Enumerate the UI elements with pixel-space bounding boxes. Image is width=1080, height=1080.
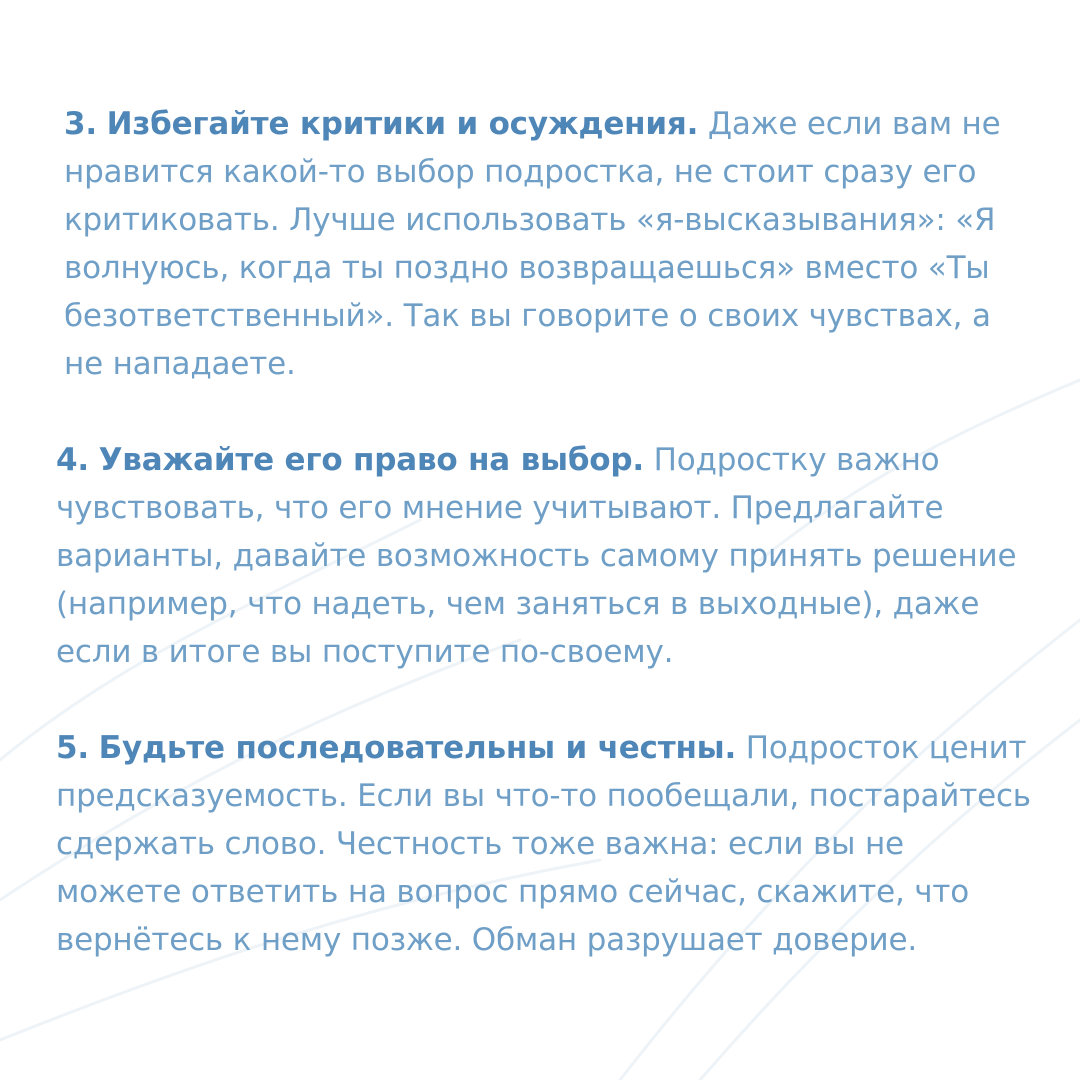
tip-4-number: 4. [56,442,89,478]
tips-list [56,100,1036,1012]
tip-5 [56,724,1036,964]
tip-3 [56,100,1036,388]
tip-4 [56,436,1036,676]
tip-3-number: 3. [64,106,97,142]
tip-4-title: Уважайте его право на выбор. [98,442,644,478]
tip-4-text: Подростку важно чувствовать, что его мнение учитывают. Предлагайте варианты, давайте возможность самому принять решение (например, что надеть, чем заняться в выходные), даже если в итоге вы поступите по-своему. [56,442,1017,670]
tip-3-text: Даже если вам не нравится какой-то выбор подростка, не стоит сразу его критиковать. Лучше использовать «я-высказывания»: «Я волнуюсь, когда ты поздно возвращаешься» вместо «Ты безответственный». Так вы говорите о своих чувствах, а не нападаете. [64,106,1001,382]
tip-5-title: Будьте последовательны и честны. [98,730,737,766]
tip-3-title: Избегайте критики и осуждения. [106,106,699,142]
tip-5-text: Подросток ценит предсказуемость. Если вы что-то пообещали, постарайтесь сдержать слово. Честность тоже важна: если вы не можете ответить на вопрос прямо сейчас, скажите, что вернётесь к нему позже. Обман разрушает доверие. [56,730,1031,958]
tip-5-number: 5. [56,730,89,766]
